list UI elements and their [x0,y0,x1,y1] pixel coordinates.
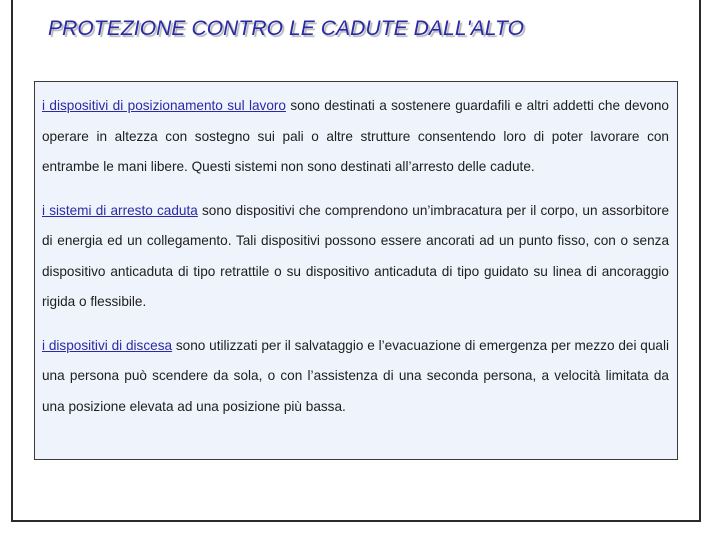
slide-title: PROTEZIONE CONTRO LE CADUTE DALL'ALTO [48,17,525,40]
paragraph-fall-arrest-systems [42,196,669,318]
paragraph-descent-devices [42,331,669,423]
content-box [34,81,678,460]
term-descent-devices: i dispositivi di discesa [42,337,173,353]
paragraph-positioning-devices [42,91,669,183]
paragraph-descent-devices-text: sono utilizzati per il salvataggio e l’evacuazione di emergenza per mezzo dei quali una persona può scendere da sola, o con l’assistenza di una seconda persona, a velocità limitata da una posizione elevata ad una posizione più bassa. [42,337,669,414]
paragraph-positioning-devices-text: sono destinati a sostenere guardafili e altri addetti che devono operare in altezza con sostegno sui pali o altre strutture consentendo loro di poter lavorare con entrambe le mani libere. Questi sistemi non sono destinati all’arresto delle cadute. [42,98,669,174]
paragraph-fall-arrest-systems-text: sono dispositivi che comprendono un’imbracatura per il corpo, un assorbitore di energia ed un collegamento. Tali dispositivi possono essere ancorati ad un punto fisso, con o senza dispositivo anticaduta di tipo retrattile o su dispositivo anticaduta di tipo guidato su linea di ancoraggio rigida o flessibile. [42,202,669,309]
term-positioning-devices: i dispositivi di posizionamento sul lavoro [42,98,286,113]
term-fall-arrest-systems: i sistemi di arresto caduta [42,202,198,218]
